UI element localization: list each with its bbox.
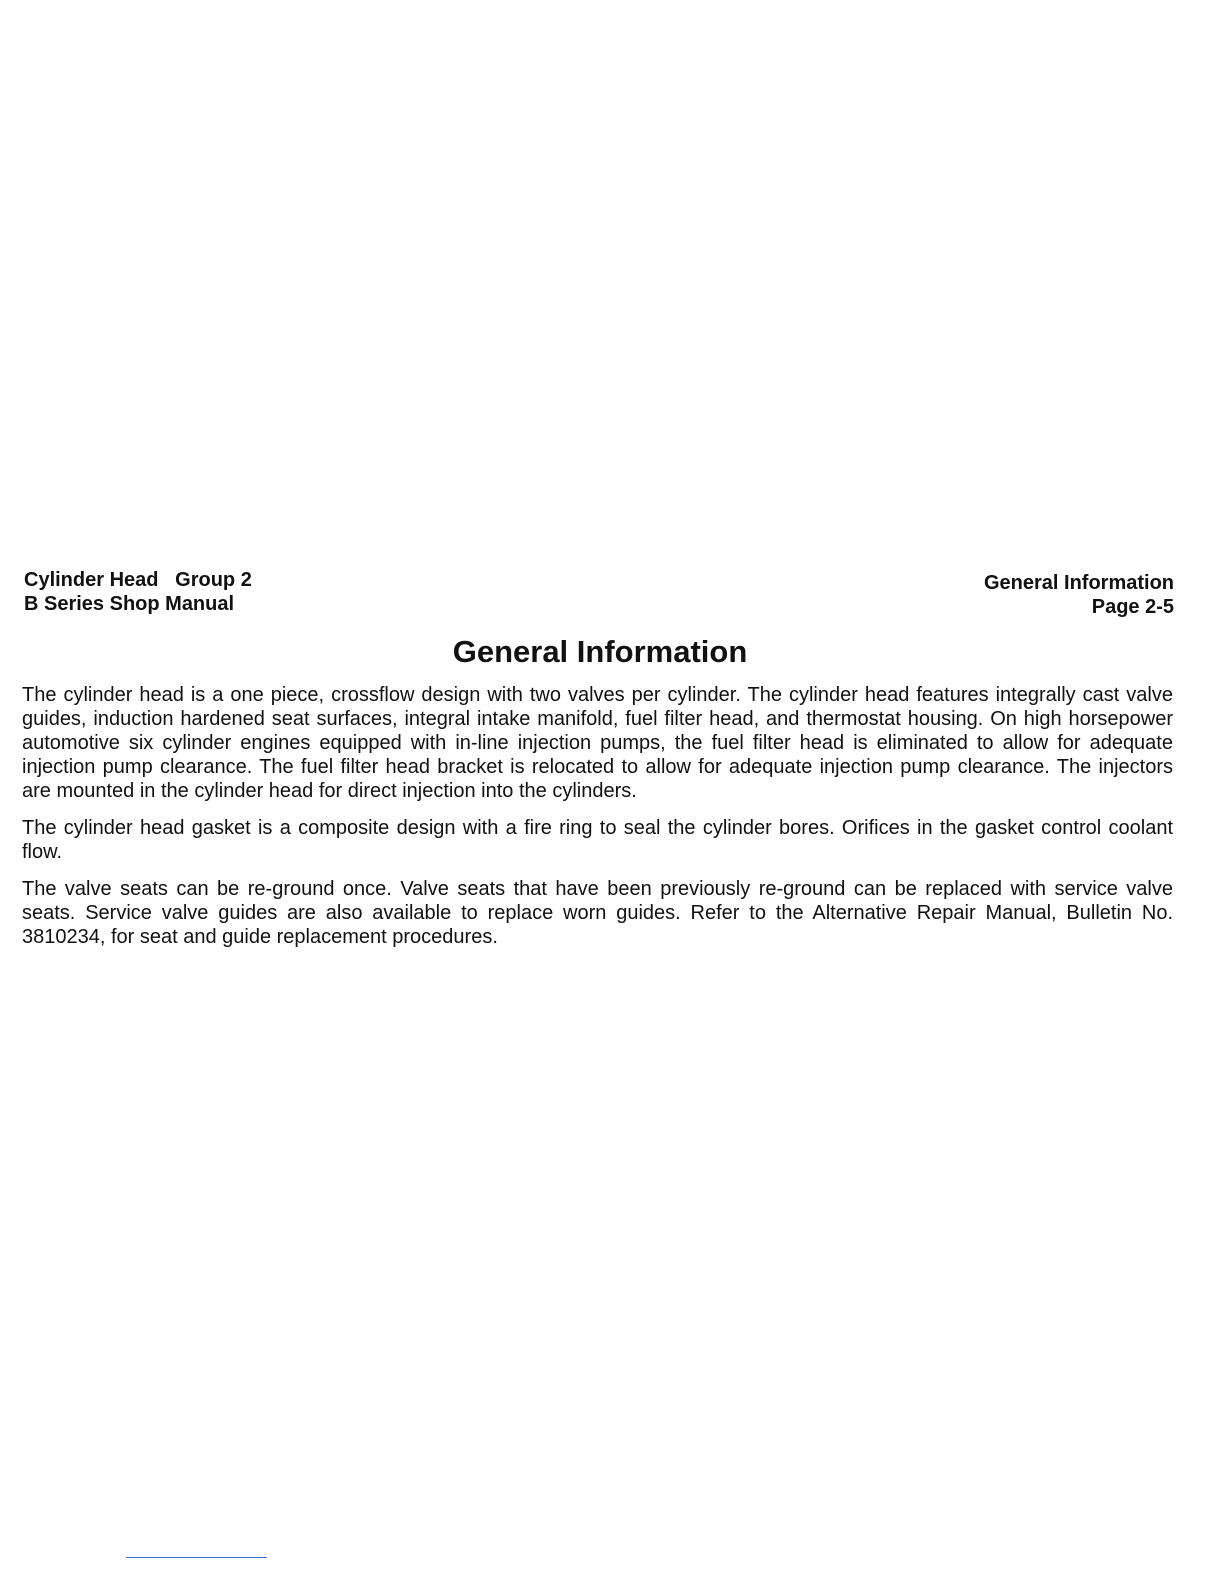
page-header	[24, 568, 1174, 618]
header-right	[984, 571, 1174, 619]
page-number: Page 2-5	[1091, 596, 1174, 618]
paragraph-cylinder-head: The cylinder head is a one piece, crossflow design with two valves per cylinder. The cylinder head features integrally cast valve guides, induction hardened seat surfaces, integral intake manifold, fuel filter head, and thermostat housing. On high horsepower automotive six cylinder engines equipped with in-line injection pumps, the fuel filter head is eliminated to allow for adequate injection pump clearance. The fuel filter head bracket is relocated to allow for adequate injection pump clearance. The injectors are mounted in the cylinder head for direct injection into the cylinders.	[22, 684, 1173, 802]
body-text	[22, 683, 1173, 962]
paragraph-head-gasket: The cylinder head gasket is a composite design with a fire ring to seal the cylinder bores. Orifices in the gasket control coolant flow.	[22, 817, 1173, 863]
paragraph-valve-seats: The valve seats can be re-ground once. Valve seats that have been previously re-ground can be replaced with service valve seats. Service valve guides are also available to replace worn guides. Refer to the Alternative Repair Manual, Bulletin No. 3810234, for seat and guide replacement procedures.	[22, 878, 1173, 948]
header-left	[24, 568, 252, 616]
section-label: Cylinder Head Group 2	[24, 569, 252, 591]
topic-label: General Information	[983, 572, 1174, 594]
page-title: General Information	[452, 634, 748, 669]
manual-name: B Series Shop Manual	[24, 593, 235, 615]
footer-rule	[126, 1557, 267, 1558]
